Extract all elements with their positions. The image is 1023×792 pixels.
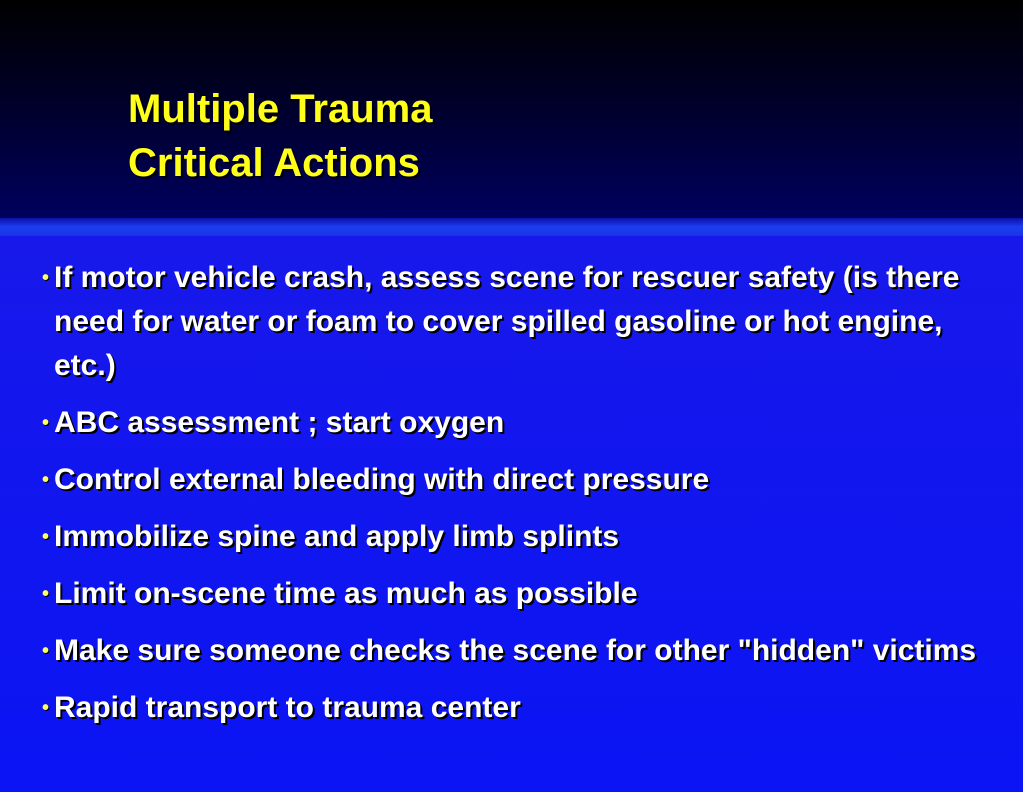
bullet-dot-icon: •	[42, 697, 50, 719]
bullet-text: Control external bleeding with direct pressure	[54, 463, 710, 496]
slide-title-line-2: Critical Actions	[128, 141, 420, 185]
bullet-text: Make sure someone checks the scene for other "hidden" victims	[54, 634, 977, 667]
bullet-item	[42, 572, 992, 616]
bullet-item	[42, 256, 992, 388]
bullet-text: Rapid transport to trauma center	[54, 691, 521, 724]
bullet-text: Immobilize spine and apply limb splints	[54, 520, 620, 553]
bullet-list	[42, 256, 992, 743]
bullet-dot-icon: •	[42, 469, 50, 491]
bullet-item	[42, 629, 992, 673]
bullet-dot-icon: •	[42, 640, 50, 662]
bullet-item	[42, 401, 992, 445]
bullet-dot-icon: •	[42, 526, 50, 548]
bullet-item	[42, 515, 992, 559]
bullet-text: If motor vehicle crash, assess scene for rescuer safety (is there need for water or foam to cover spilled gasoline or hot engine, etc.)	[54, 261, 960, 382]
bullet-dot-icon: •	[42, 412, 50, 434]
slide-title	[128, 82, 433, 190]
bullet-item	[42, 686, 992, 730]
bullet-dot-icon: •	[42, 583, 50, 605]
bullet-text: Limit on-scene time as much as possible	[54, 577, 638, 610]
slide-title-line-1: Multiple Trauma	[128, 87, 433, 131]
bullet-text: ABC assessment ; start oxygen	[54, 406, 505, 439]
bullet-dot-icon: •	[42, 267, 50, 289]
bullet-item	[42, 458, 992, 502]
divider-band	[0, 218, 1023, 236]
